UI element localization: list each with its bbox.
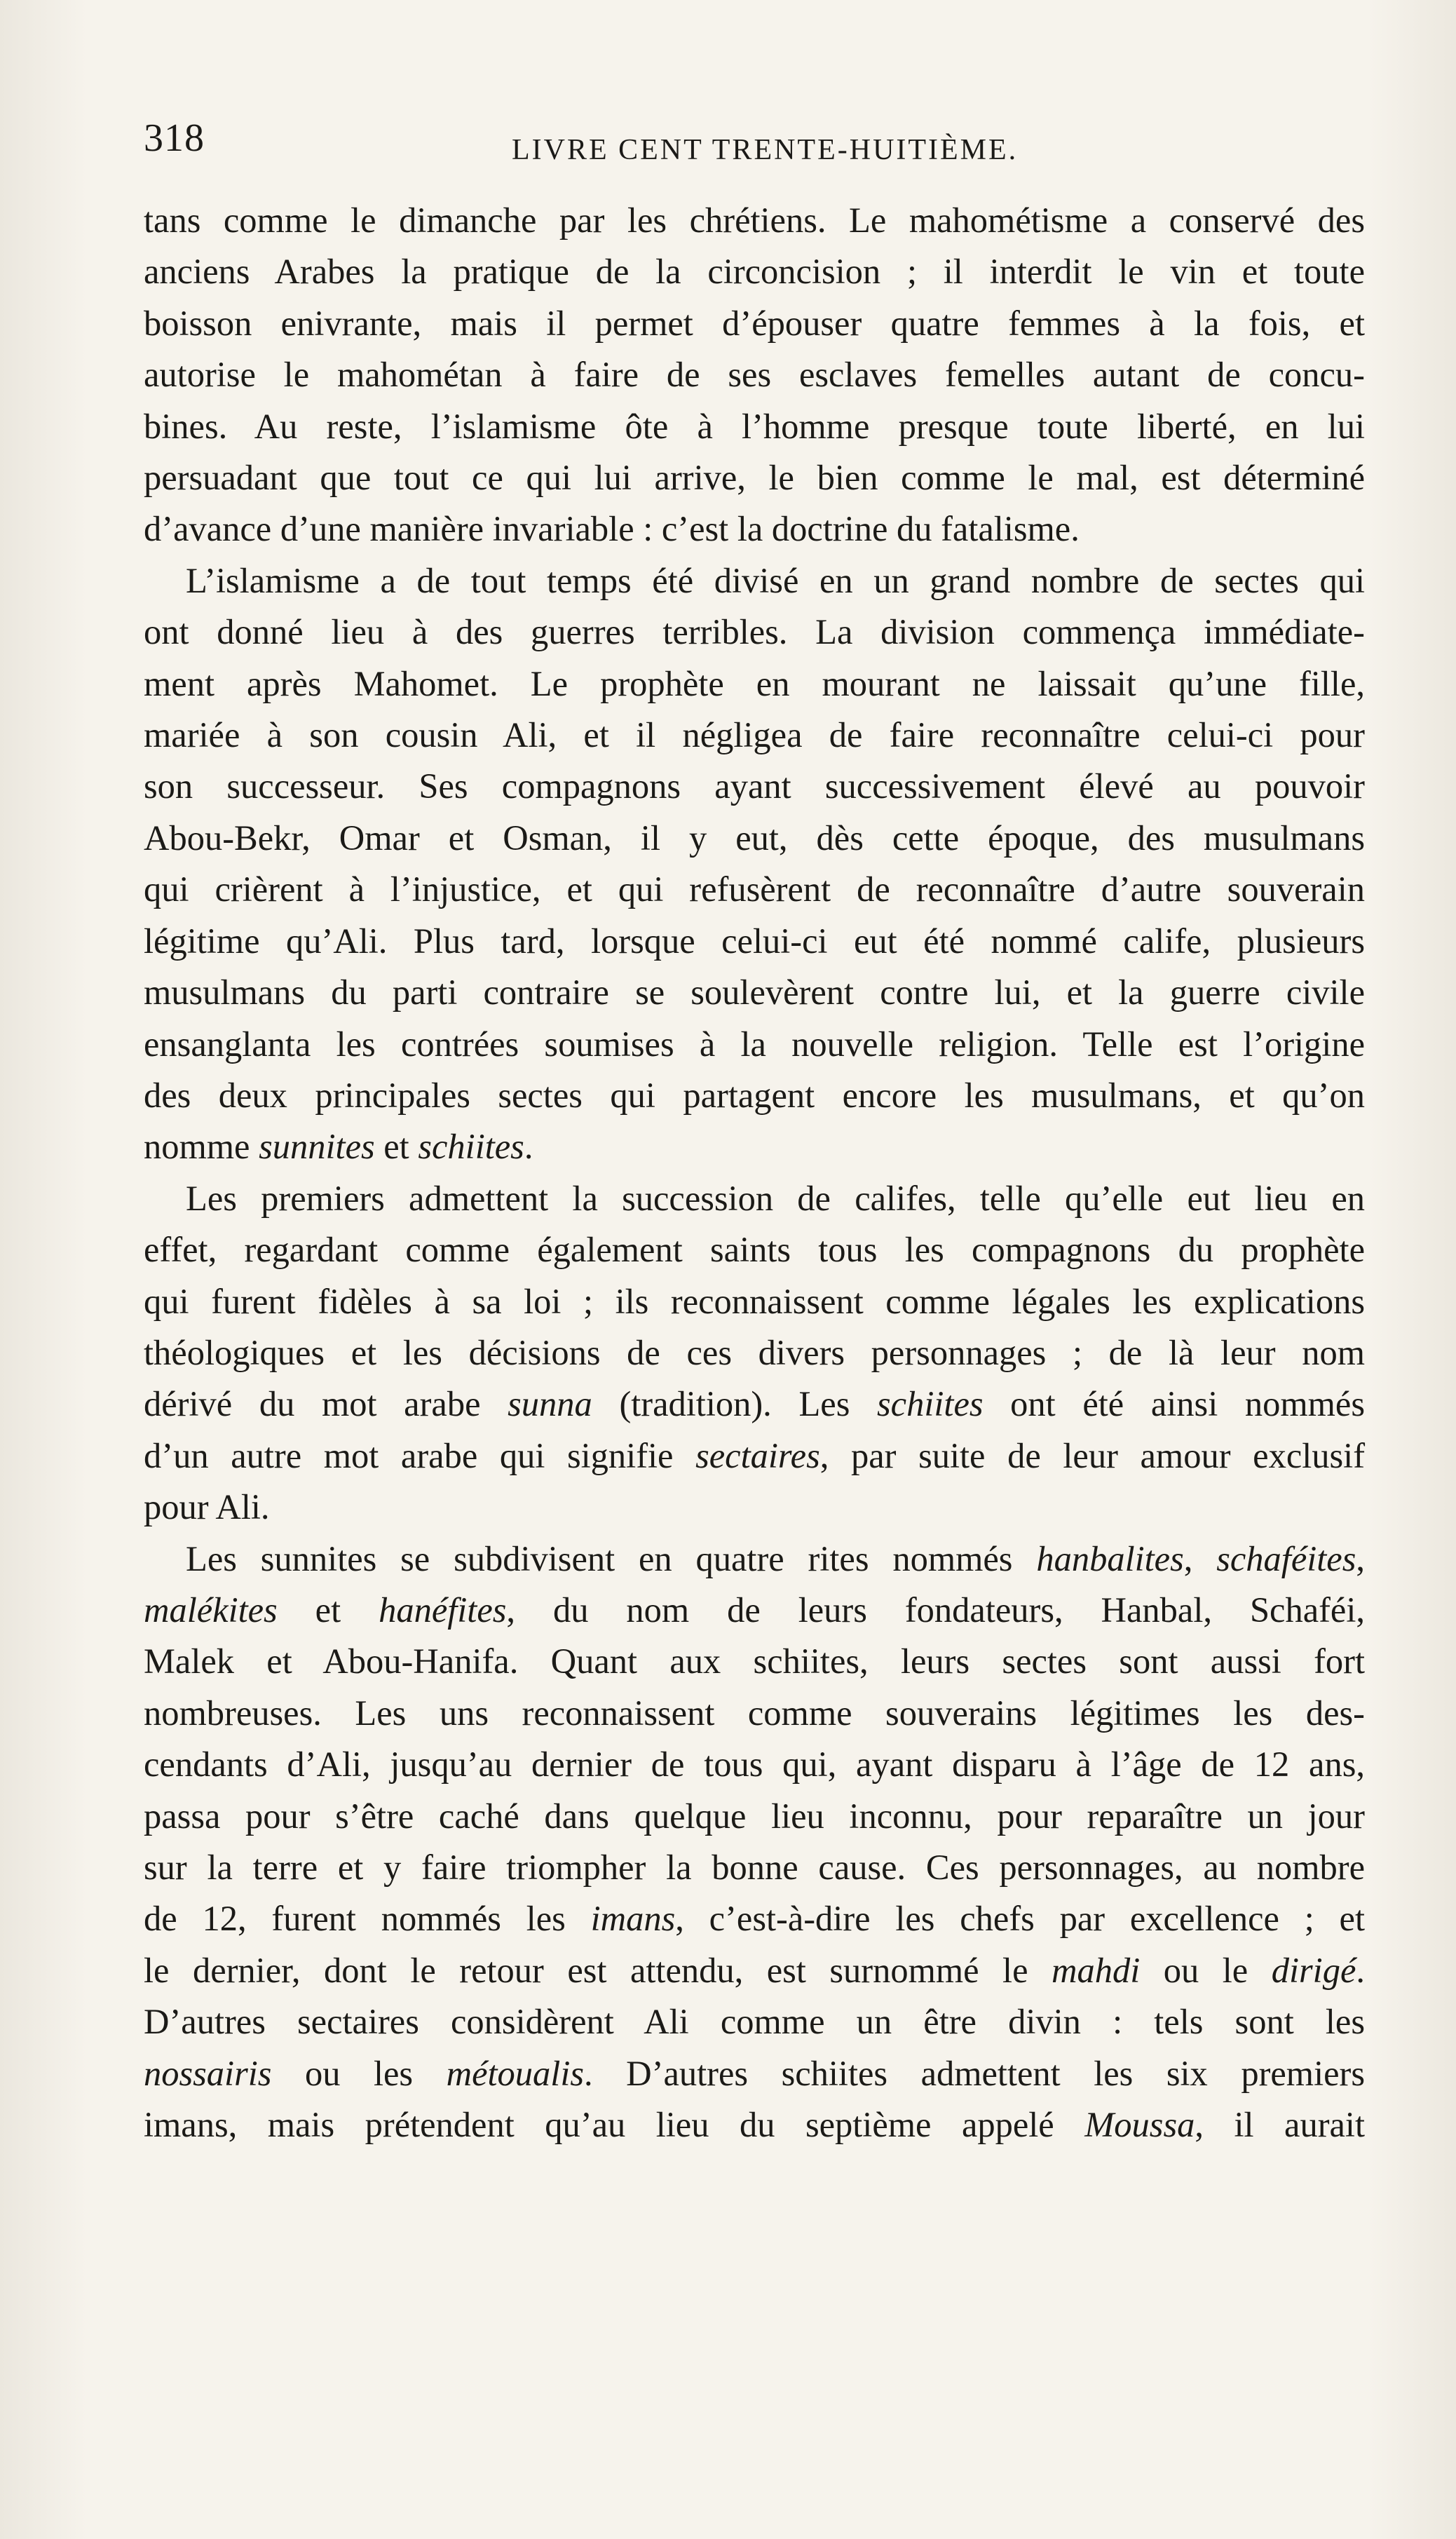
text-line: passa pour s’être caché dans quelque lieu inconnu, pour reparaître un jour (144, 1796, 1365, 1836)
text-line: effet, regardant comme également saints tous les compagnons du prophète (144, 1230, 1365, 1270)
text-line: le dernier, dont le retour est attendu, est surnommé le mahdi ou le dirigé. (144, 1950, 1365, 1990)
text-line: pour Ali. (144, 1487, 270, 1527)
text-line: d’un autre mot arabe qui signifie sectaires, par suite de leur amour exclusif (144, 1435, 1366, 1475)
text-line: bines. Au reste, l’islamisme ôte à l’homme presque toute liberté, en lui (144, 406, 1365, 446)
text-line: dérivé du mot arabe sunna (tradition). Les schiites ont été ainsi nommés (144, 1384, 1366, 1424)
text-line: malékites et hanéfites, du nom de leurs fondateurs, Hanbal, Schaféi, (144, 1590, 1365, 1630)
text-line: nombreuses. Les uns reconnaissent comme souverains légitimes les des- (144, 1693, 1365, 1733)
text-line: anciens Arabes la pratique de la circoncision ; il interdit le vin et toute (144, 252, 1365, 292)
text-line: sur la terre et y faire triompher la bonne cause. Ces personnages, au nombre (144, 1848, 1365, 1887)
page-number: 318 (144, 116, 205, 160)
text-line: boisson enivrante, mais il permet d’épouser quatre femmes à la fois, et (144, 303, 1365, 343)
text-line: de 12, furent nommés les imans, c’est-à-dire les chefs par excellence ; et (144, 1899, 1365, 1939)
text-line: Abou-Bekr, Omar et Osman, il y eut, dès cette époque, des musulmans (144, 818, 1365, 858)
text-line: son successeur. Ses compagnons ayant successivement élevé au pouvoir (144, 766, 1365, 806)
text-line: autorise le mahométan à faire de ses esclaves femelles autant de concu- (144, 355, 1365, 395)
text-line: nomme sunnites et schiites. (144, 1127, 533, 1167)
text-line: musulmans du parti contraire se soulevèrent contre lui, et la guerre civile (144, 973, 1365, 1013)
text-line: nossairis ou les métoualis. D’autres schiites admettent les six premiers (144, 2053, 1365, 2093)
text-line: théologiques et les décisions de ces divers personnages ; de là leur nom (144, 1332, 1365, 1372)
text-line: L’islamisme a de tout temps été divisé en un grand nombre de sectes qui (186, 560, 1365, 600)
text-line: Les sunnites se subdivisent en quatre rites nommés hanbalites, schaféites, (186, 1538, 1365, 1578)
text-line: qui furent fidèles à sa loi ; ils reconnaissent comme légales les explications (144, 1281, 1365, 1321)
text-line: qui crièrent à l’injustice, et qui refusèrent de reconnaître d’autre souverain (144, 869, 1365, 909)
text-line: ment après Mahomet. Le prophète en mourant ne laissait qu’une fille, (144, 663, 1365, 703)
text-line: ont donné lieu à des guerres terribles. La division commença immédiate- (144, 612, 1365, 652)
text-line: imans, mais prétendent qu’au lieu du septième appelé Moussa, il aurait (144, 2105, 1365, 2145)
text-line: mariée à son cousin Ali, et il négligea de faire reconnaître celui-ci pour (144, 715, 1365, 755)
text-line: D’autres sectaires considèrent Ali comme un être divin : tels sont les (144, 2002, 1365, 2042)
text-line: d’avance d’une manière invariable : c’est la doctrine du fatalisme. (144, 509, 1080, 549)
text-line: tans comme le dimanche par les chrétiens. Le mahométisme a conservé des (144, 201, 1365, 240)
text-line: Les premiers admettent la succession de califes, telle qu’elle eut lieu en (186, 1178, 1365, 1218)
text-line: des deux principales sectes qui partagent encore les musulmans, et qu’on (144, 1075, 1365, 1115)
body-text (144, 195, 1365, 2151)
text-line: persuadant que tout ce qui lui arrive, le bien comme le mal, est déterminé (144, 458, 1365, 498)
text-line: Malek et Abou-Hanifa. Quant aux schiites, leurs sectes sont aussi fort (144, 1641, 1365, 1681)
text-line: légitime qu’Ali. Plus tard, lorsque celui-ci eut été nommé calife, plusieurs (144, 921, 1365, 961)
running-head: LIVRE CENT TRENTE-HUITIÈME. (512, 134, 1019, 166)
text-line: ensanglanta les contrées soumises à la nouvelle religion. Telle est l’origine (144, 1024, 1365, 1064)
text-line: cendants d’Ali, jusqu’au dernier de tous qui, ayant disparu à l’âge de 12 ans, (144, 1745, 1365, 1785)
